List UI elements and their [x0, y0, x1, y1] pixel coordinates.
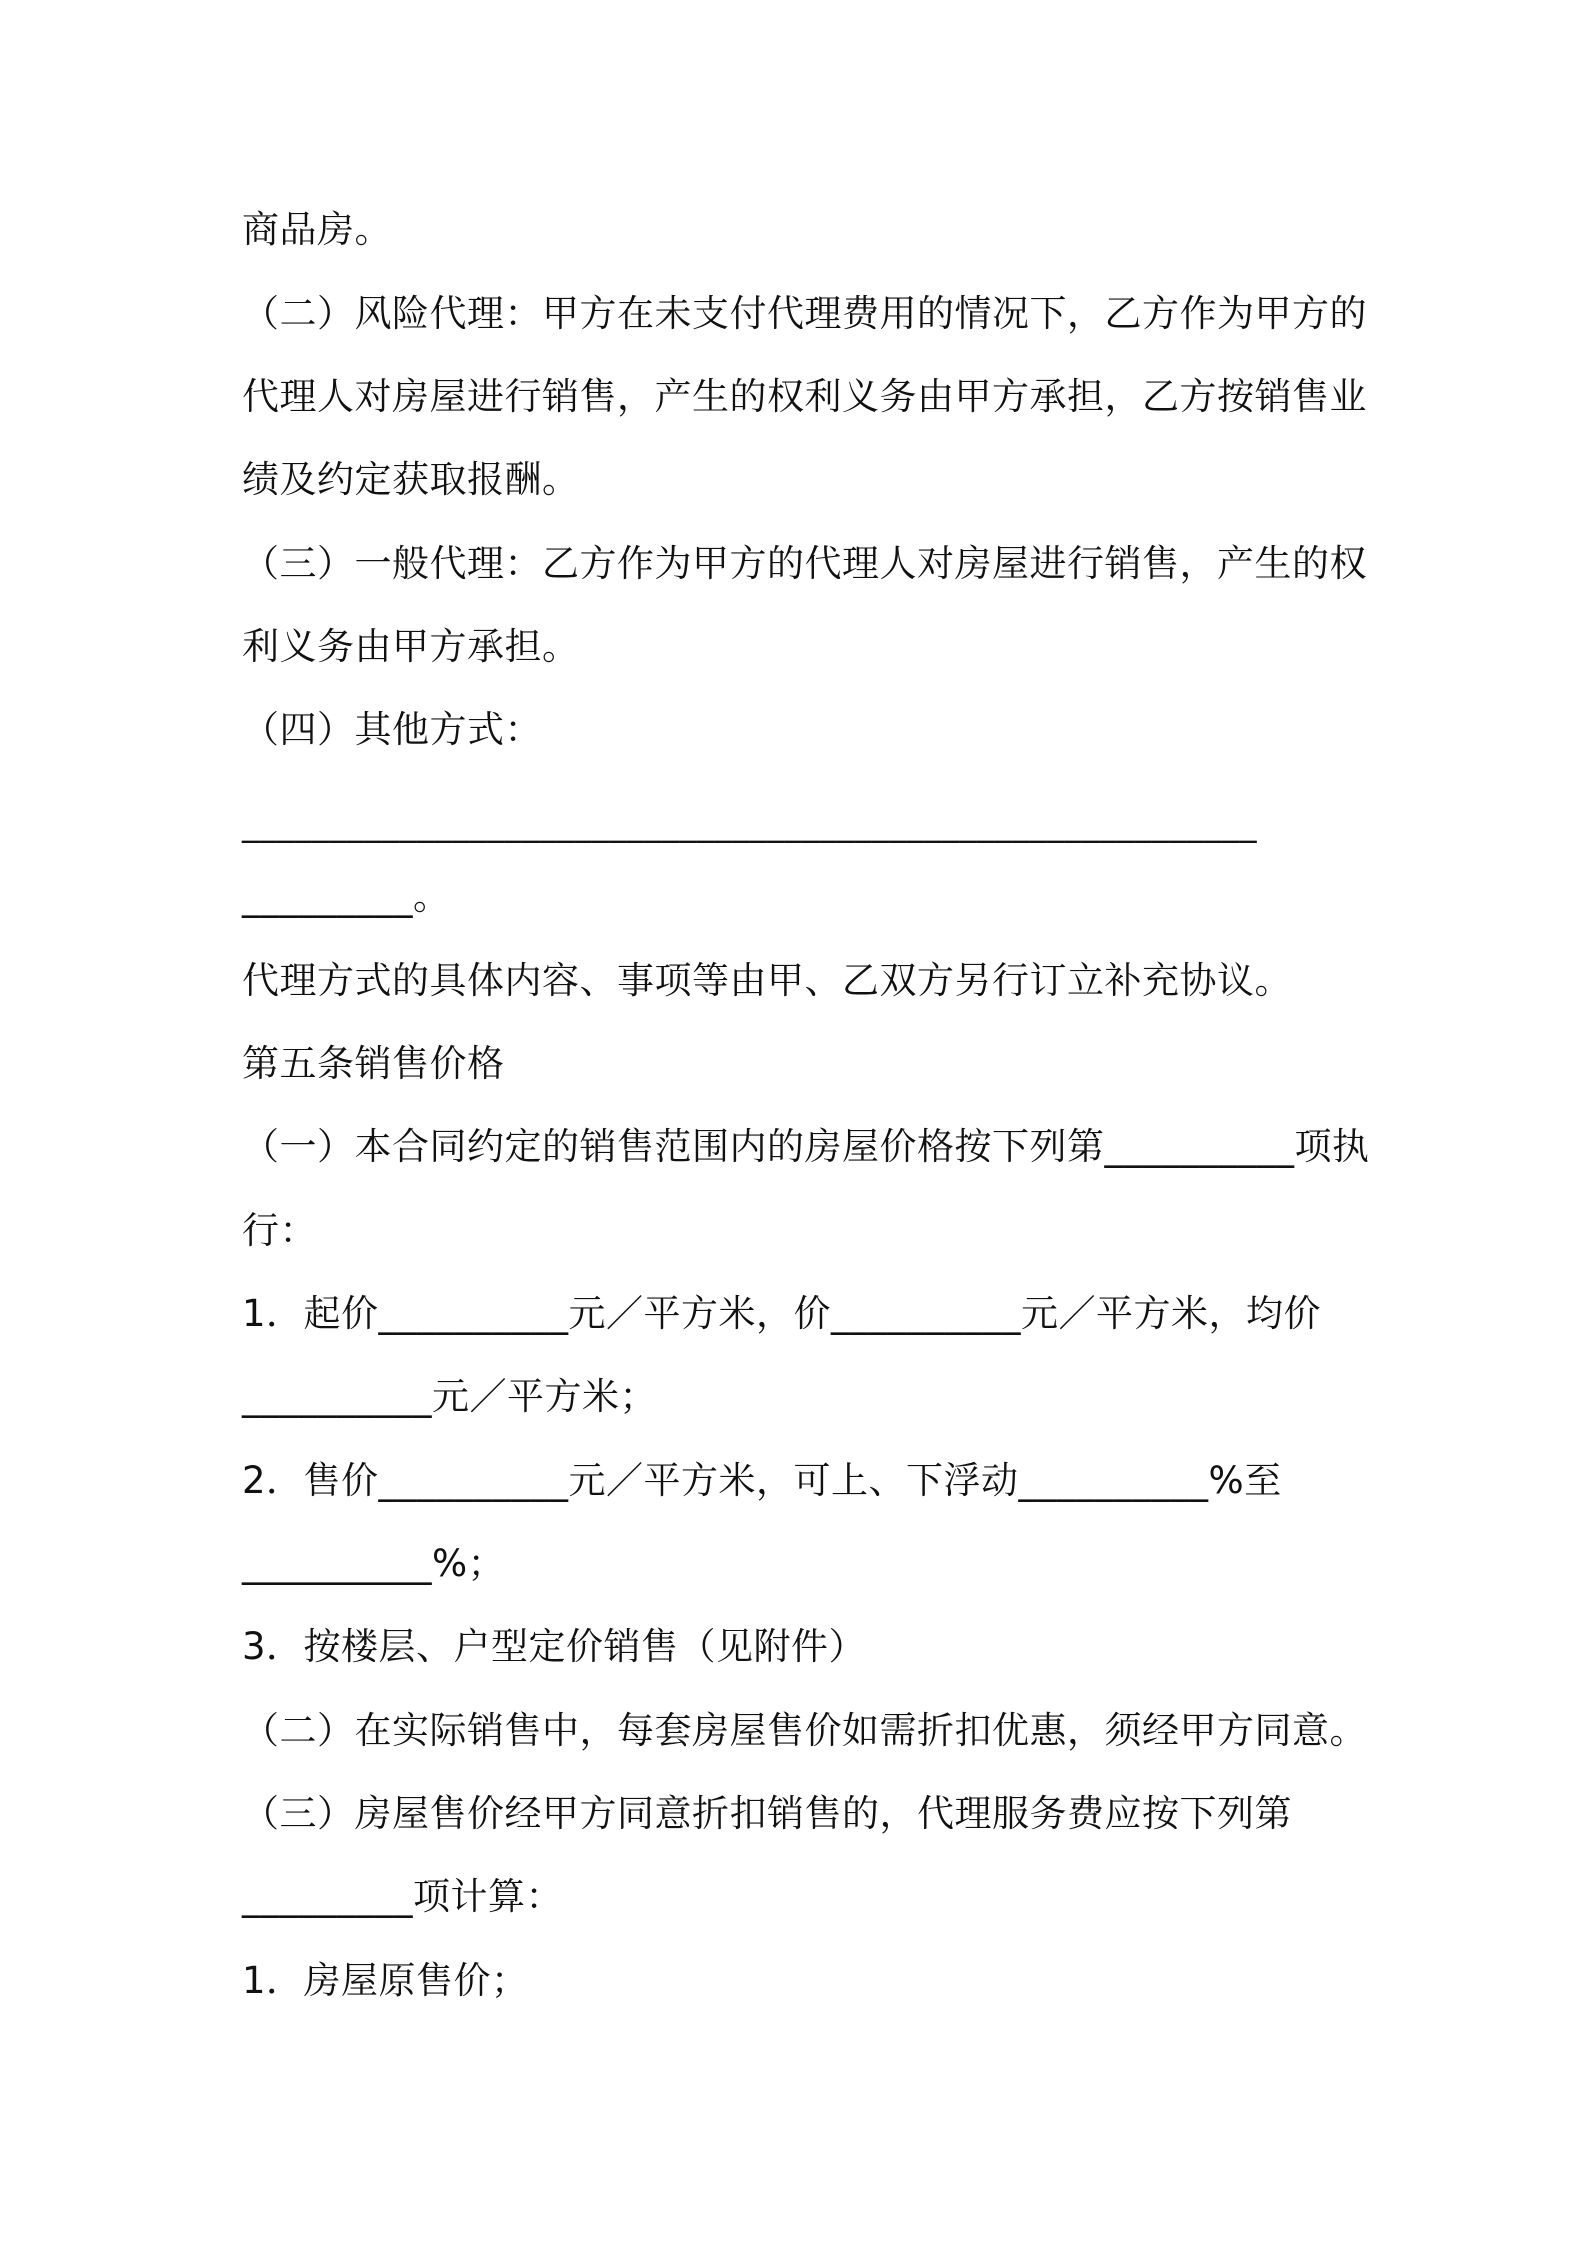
text-line: （四）其他方式：	[242, 708, 542, 751]
text-line: 代理人对房屋进行销售，产生的权利义务由甲方承担，乙方按销售业	[242, 375, 1367, 418]
text-line: 行：	[242, 1209, 317, 1252]
text-line: 3．按楼层、户型定价销售（见附件）	[242, 1625, 867, 1668]
text-line: （二）风险代理：甲方在未支付代理费用的情况下，乙方作为甲方的	[242, 292, 1367, 335]
text-line: （二）在实际销售中，每套房屋售价如需折扣优惠，须经甲方同意。	[242, 1709, 1367, 1752]
text-line: _________项计算：	[242, 1875, 563, 1918]
text-line: _________。	[242, 875, 451, 918]
text-line: 2．售价__________元／平方米，可上、下浮动__________%至	[242, 1459, 1282, 1502]
section-heading: 第五条销售价格	[242, 1042, 505, 1085]
text-line: __________元／平方米；	[242, 1375, 657, 1418]
text-line: 1．房屋原售价；	[242, 1959, 529, 2002]
text-line: 利义务由甲方承担。	[242, 625, 580, 668]
text-line: （三）房屋售价经甲方同意折扣销售的，代理服务费应按下列第	[242, 1792, 1292, 1835]
text-line: __________%；	[242, 1542, 506, 1585]
text-line: （一）本合同约定的销售范围内的房屋价格按下列第__________项执	[242, 1125, 1370, 1168]
text-line: 商品房。	[242, 208, 392, 251]
text-line: 绩及约定获取报酬。	[242, 458, 580, 501]
text-line: （三）一般代理：乙方作为甲方的代理人对房屋进行销售，产生的权	[242, 542, 1367, 585]
text-line: 代理方式的具体内容、事项等由甲、乙双方另行订立补充协议。	[242, 959, 1292, 1002]
blank-line: __________________________________________________________	[242, 804, 1257, 844]
text-line: 1．起价__________元／平方米，价__________元／平方米，均价	[242, 1292, 1322, 1335]
